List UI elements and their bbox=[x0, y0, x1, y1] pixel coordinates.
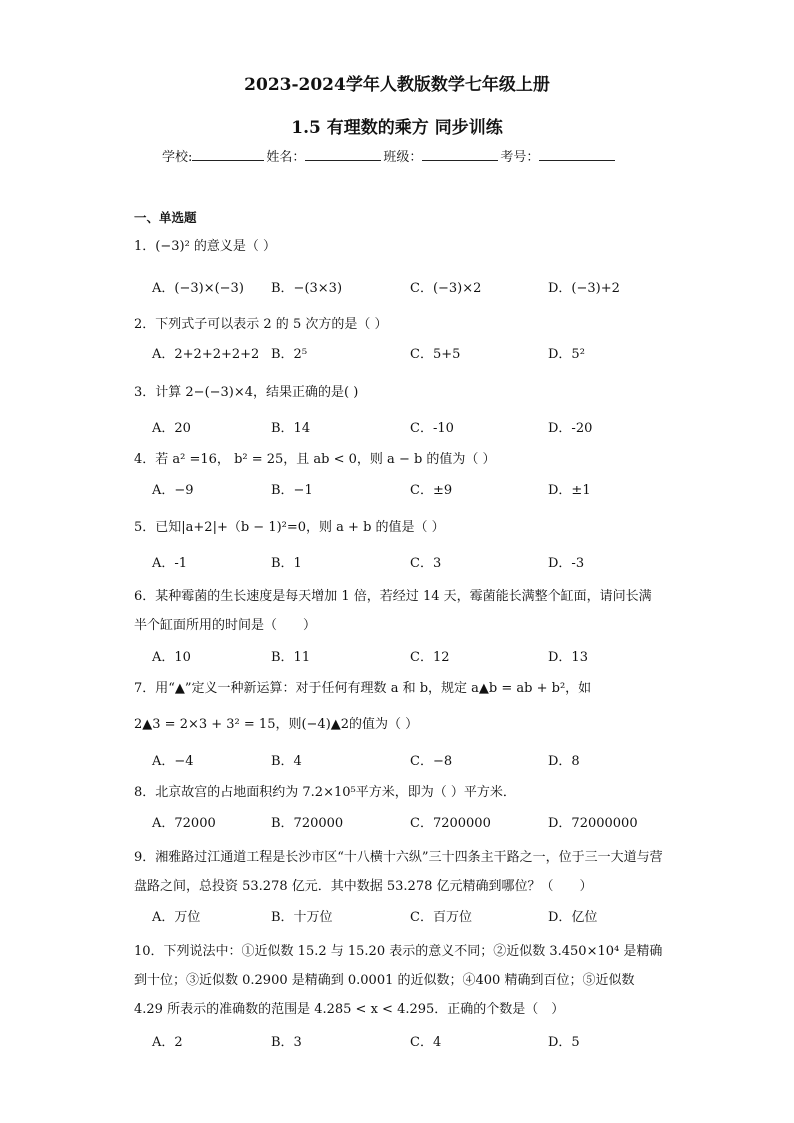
question-6-option-b[interactable]: B．11 bbox=[271, 650, 311, 665]
question-9-stem: 9．湘雅路过江通道工程是长沙市区“十八横十六纵”三十四条主干路之一，位于三一大道与营盘路之间，总投资 53.278 亿元．其中数据 53.278 亿元精确到哪位？（ ） bbox=[134, 850, 663, 894]
question-3-option-a[interactable]: A．20 bbox=[152, 421, 191, 436]
question-4-option-d[interactable]: D．±1 bbox=[548, 483, 591, 498]
question-2-option-d[interactable]: D．5² bbox=[548, 347, 585, 362]
question-1-option-c[interactable]: C．(−3)×2 bbox=[410, 281, 482, 296]
exam-number-blank[interactable] bbox=[539, 148, 615, 161]
question-9-option-c[interactable]: C．百万位 bbox=[410, 910, 472, 925]
question-2-option-a[interactable]: A．2+2+2+2+2 bbox=[152, 347, 260, 362]
question-2-option-c[interactable]: C．5+5 bbox=[410, 347, 461, 362]
question-8-stem: 8．北京故宫的占地面积约为 7.2×10⁵平方米，即为（ ）平方米． bbox=[134, 785, 516, 800]
worksheet-title: 2023-2024学年人教版数学七年级上册 bbox=[244, 75, 550, 95]
question-4-option-b[interactable]: B．−1 bbox=[271, 483, 313, 498]
exam-number-label: 考号： bbox=[500, 150, 540, 165]
question-6-option-c[interactable]: C．12 bbox=[410, 650, 450, 665]
question-5-option-b[interactable]: B．1 bbox=[271, 556, 302, 571]
question-8-option-d[interactable]: D．72000000 bbox=[548, 816, 638, 831]
name-label: 姓名： bbox=[266, 150, 306, 165]
question-2-stem: 2．下列式子可以表示 2 的 5 次方的是（ ） bbox=[134, 317, 388, 332]
question-5-option-c[interactable]: C．3 bbox=[410, 556, 442, 571]
question-8-option-c[interactable]: C．7200000 bbox=[410, 816, 491, 831]
question-6-option-d[interactable]: D．13 bbox=[548, 650, 588, 665]
question-4-option-a[interactable]: A．−9 bbox=[152, 483, 194, 498]
question-10-option-c[interactable]: C．4 bbox=[410, 1035, 442, 1050]
question-4-stem: 4．若 a² =16， b² = 25，且 ab < 0，则 a − b 的值为（ ） bbox=[134, 452, 496, 467]
question-1-option-d[interactable]: D．(−3)+2 bbox=[548, 281, 620, 296]
question-3-option-c[interactable]: C．-10 bbox=[410, 421, 454, 436]
question-5-option-d[interactable]: D．-3 bbox=[548, 556, 585, 571]
question-3-option-d[interactable]: D．-20 bbox=[548, 421, 593, 436]
question-7-option-c[interactable]: C．−8 bbox=[410, 754, 453, 769]
question-1-stem: 1．(−3)² 的意义是（ ） bbox=[134, 239, 277, 254]
question-2-option-b[interactable]: B．2⁵ bbox=[271, 347, 308, 362]
question-5-option-a[interactable]: A．-1 bbox=[152, 556, 188, 571]
school-blank[interactable] bbox=[192, 148, 264, 161]
question-7-option-b[interactable]: B．4 bbox=[271, 754, 302, 769]
section-heading: 一、单选题 bbox=[134, 210, 197, 225]
class-blank[interactable] bbox=[422, 148, 498, 161]
name-blank[interactable] bbox=[305, 148, 381, 161]
question-10-option-b[interactable]: B．3 bbox=[271, 1035, 302, 1050]
question-7-option-a[interactable]: A．−4 bbox=[152, 754, 194, 769]
question-10-option-d[interactable]: D．5 bbox=[548, 1035, 580, 1050]
question-7-option-d[interactable]: D．8 bbox=[548, 754, 580, 769]
question-10-option-a[interactable]: A．2 bbox=[152, 1035, 183, 1050]
question-1-option-a[interactable]: A．(−3)×(−3) bbox=[152, 281, 244, 296]
question-9-option-a[interactable]: A．万位 bbox=[152, 910, 201, 925]
question-8-option-a[interactable]: A．72000 bbox=[152, 816, 216, 831]
question-7-stem-line2: 2▲3 = 2×3 + 3² = 15，则(−4)▲2的值为（ ） bbox=[134, 717, 419, 732]
question-3-stem: 3．计算 2−(−3)×4，结果正确的是( ) bbox=[134, 385, 359, 400]
worksheet-subtitle: 1.5 有理数的乘方 同步训练 bbox=[291, 118, 503, 138]
question-7-stem: 7．用“▲”定义一种新运算：对于任何有理数 a 和 b，规定 a▲b = ab + b²，如 bbox=[134, 681, 592, 696]
question-4-option-c[interactable]: C．±9 bbox=[410, 483, 453, 498]
question-8-option-b[interactable]: B．720000 bbox=[271, 816, 344, 831]
question-5-stem: 5．已知|a+2|+（b − 1)²=0，则 a + b 的值是（ ） bbox=[134, 520, 445, 535]
question-3-option-b[interactable]: B．14 bbox=[271, 421, 311, 436]
class-label: 班级： bbox=[383, 150, 423, 165]
question-9-option-d[interactable]: D．亿位 bbox=[548, 910, 598, 925]
question-6-stem: 6．某种霉菌的生长速度是每天增加 1 倍，若经过 14 天，霉菌能长满整个缸面，请问长满半个缸面所用的时间是（ ） bbox=[134, 589, 652, 633]
question-1-option-b[interactable]: B．−(3×3) bbox=[271, 281, 343, 296]
question-10-stem: 10．下列说法中：①近似数 15.2 与 15.20 表示的意义不同；②近似数 3.450×10⁴ 是精确到十位；③近似数 0.2900 是精确到 0.0001 的近似数；④400 精确到百位；⑤近似数 4.29 所表示的准确数的范围是 4.285 < x < 4.295．正确的个数是（ ） bbox=[134, 944, 663, 1017]
question-9-option-b[interactable]: B．十万位 bbox=[271, 910, 333, 925]
school-label: 学校: bbox=[162, 150, 193, 165]
student-info-line bbox=[162, 146, 617, 165]
question-6-option-a[interactable]: A．10 bbox=[152, 650, 191, 665]
